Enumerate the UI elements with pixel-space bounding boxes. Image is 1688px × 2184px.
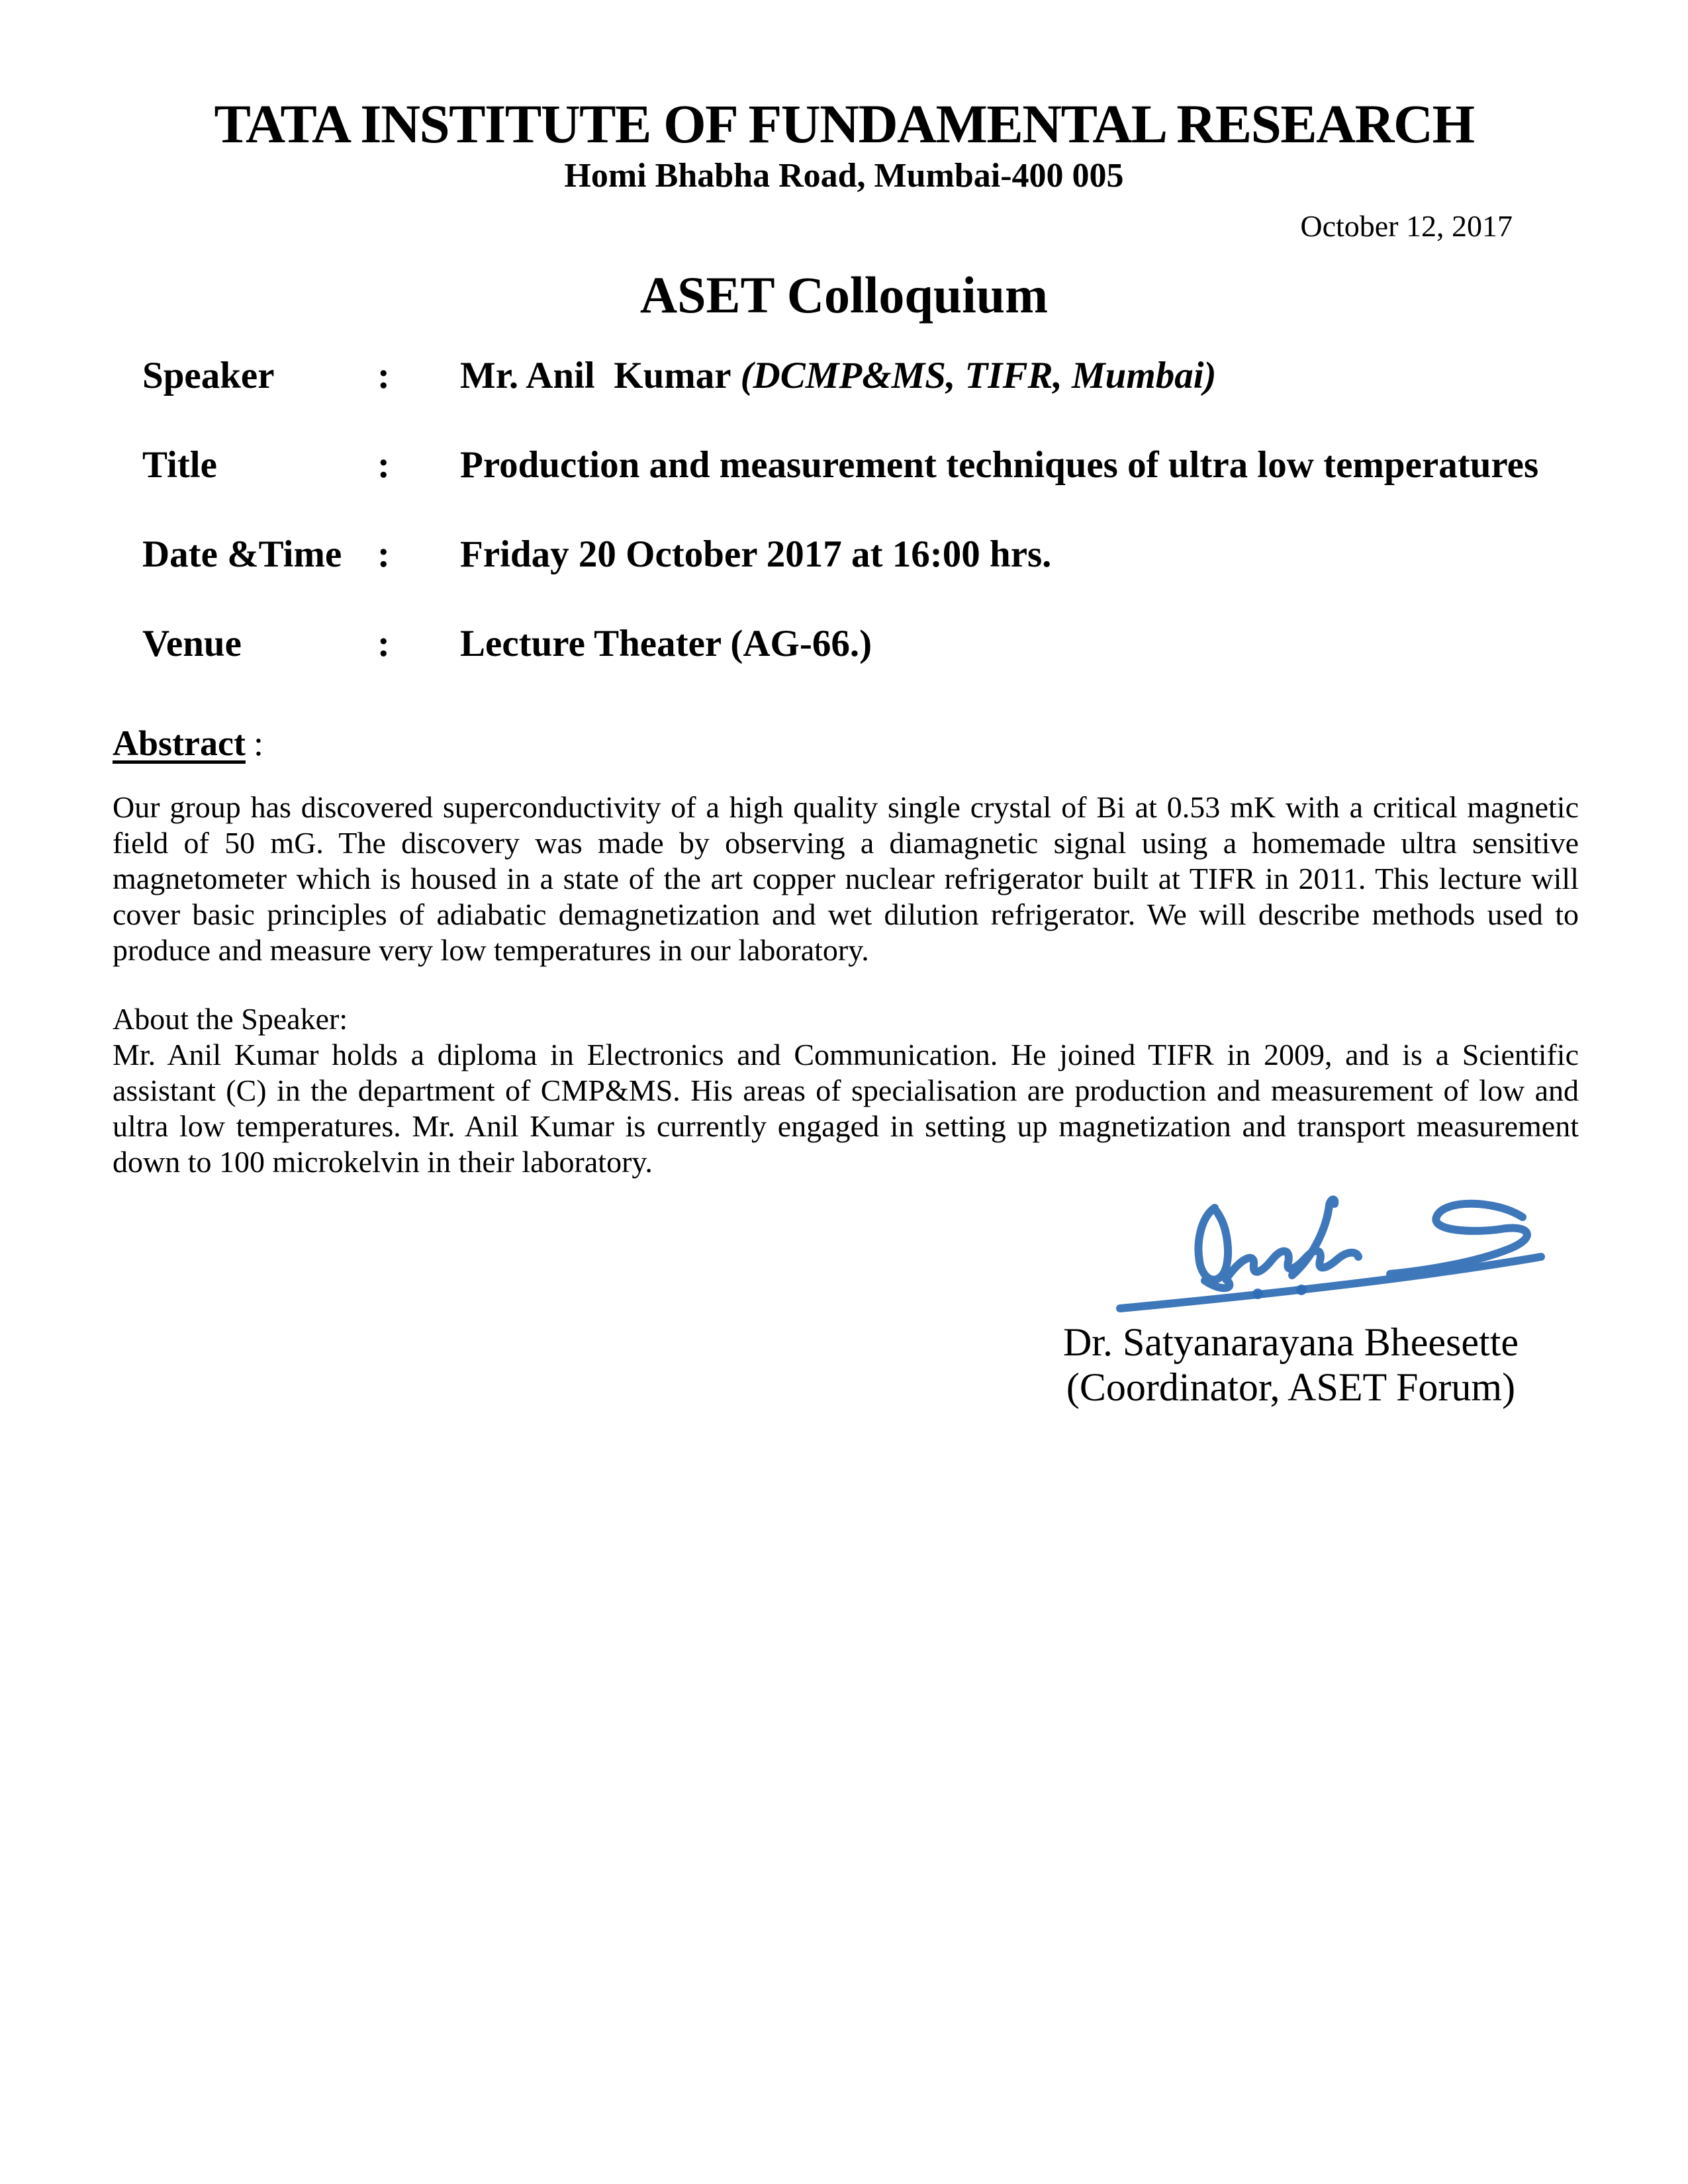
about-speaker-heading: About the Speaker: bbox=[113, 1002, 348, 1036]
speaker-name: Mr. Anil Kumar bbox=[460, 355, 731, 396]
abstract-heading-text: Abstract bbox=[113, 723, 246, 763]
event-title: ASET Colloquium bbox=[639, 266, 1049, 324]
datetime-colon: : bbox=[377, 533, 390, 575]
signatory-name: Dr. Satyanarayana Bheesette bbox=[1062, 1320, 1519, 1364]
signatory-block bbox=[960, 1320, 1622, 1409]
datetime-row bbox=[142, 535, 1051, 573]
venue-value: Lecture Theater (AG-66.) bbox=[460, 623, 872, 664]
talk-title-label: Title bbox=[142, 444, 217, 486]
abstract-heading bbox=[113, 725, 263, 761]
venue-label: Venue bbox=[142, 623, 242, 664]
speaker-colon: : bbox=[377, 355, 390, 396]
signatory-role: (Coordinator, ASET Forum) bbox=[1066, 1365, 1516, 1409]
speaker-row bbox=[142, 357, 1217, 394]
signature-dot bbox=[1252, 1289, 1263, 1299]
signature-image bbox=[1059, 1188, 1562, 1327]
speaker-affiliation: (DCMP&MS, TIFR, Mumbai) bbox=[740, 355, 1217, 396]
about-speaker-paragraph: Mr. Anil Kumar holds a diploma in Electronics and Communication. He joined TIFR in 2009, and is a Scientific assistant (C) in the department of CMP&MS. His areas of specialisation are production and measurement of low and ultra low temperatures. Mr. Anil Kumar is currently engaged in setting up magnetization and transport measurement down to 100 microkelvin in their laboratory. bbox=[113, 1038, 1579, 1179]
institute-name: TATA INSTITUTE OF FUNDAMENTAL RESEARCH bbox=[214, 93, 1474, 154]
talk-title-row bbox=[142, 446, 1538, 484]
speaker-label: Speaker bbox=[142, 355, 275, 396]
talk-title-value: Production and measurement techniques of ultra low temperatures bbox=[460, 444, 1539, 486]
talk-title-colon: : bbox=[377, 444, 390, 486]
institute-address: Homi Bhabha Road, Mumbai-400 005 bbox=[564, 157, 1124, 195]
venue-colon: : bbox=[377, 623, 390, 664]
signature-dot bbox=[1296, 1285, 1307, 1295]
venue-row bbox=[142, 625, 872, 662]
signature-stroke bbox=[1199, 1208, 1229, 1280]
abstract-heading-colon: : bbox=[253, 723, 263, 763]
datetime-value: Friday 20 October 2017 at 16:00 hrs. bbox=[460, 533, 1052, 575]
issue-date: October 12, 2017 bbox=[1300, 209, 1513, 243]
signature-icon bbox=[1059, 1188, 1562, 1327]
datetime-label: Date &Time bbox=[142, 533, 342, 575]
abstract-paragraph: Our group has discovered superconductivity of a high quality single crystal of Bi at 0.53 mK with a critical magnetic field of 50 mG. The discovery was made by observing a diamagnetic signal using a homemade ultra sensitive magnetometer which is housed in a state of the art copper nuclear refrigerator built at TIFR in 2011. This lecture will cover basic principles of adiabatic demagnetization and wet dilution refrigerator. We will describe methods used to produce and measure very low temperatures in our laboratory. bbox=[113, 790, 1579, 967]
